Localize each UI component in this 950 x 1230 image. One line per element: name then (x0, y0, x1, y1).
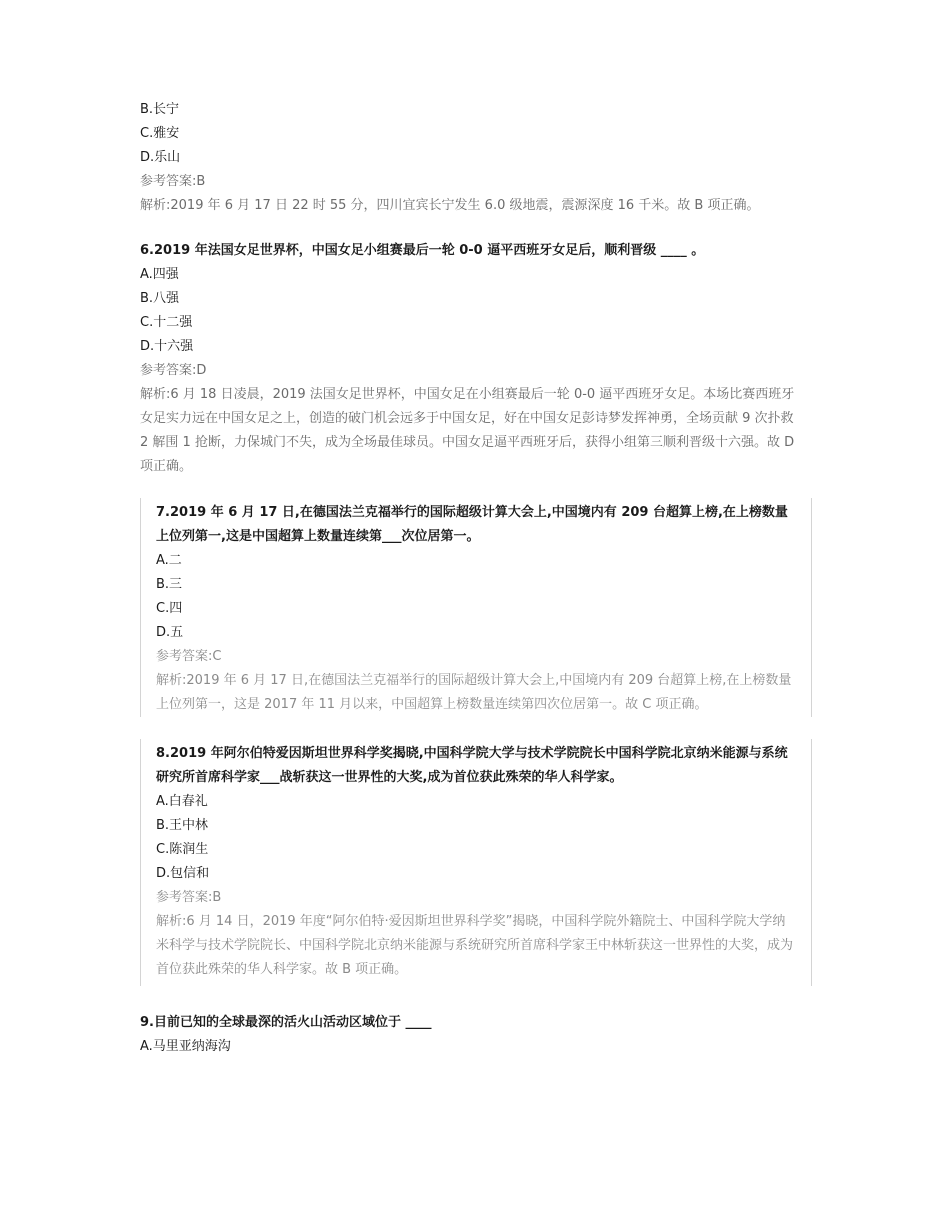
option-d: D.十六强 (140, 339, 194, 354)
question-title: 9.目前已知的全球最深的活火山活动区域位于 ____ (140, 1015, 432, 1030)
question-title: 6.2019 年法国女足世界杯，中国女足小组赛最后一轮 0-0 逼平西班牙女足后，顺利晋级 ____ 。 (140, 243, 705, 258)
option-c: C.雅安 (140, 126, 180, 141)
explanation: 解析:2019 年 6 月 17 日 22 时 55 分，四川宜宾长宁发生 6.0 级地震，震源深度 16 千米。故 B 项正确。 (140, 198, 760, 213)
document-page (140, 98, 812, 1059)
reference-answer: 参考答案:C (156, 649, 222, 664)
question-title: 7.2019 年 6 月 17 日,在德国法兰克福举行的国际超级计算大会上,中国境内有 209 台超算上榜,在上榜数量上位列第一,这是中国超算上数量连续第___次位居第一。 (156, 505, 788, 544)
option-b: B.八强 (140, 291, 180, 306)
explanation: 解析:2019 年 6 月 17 日,在德国法兰克福举行的国际超级计算大会上,中国境内有 209 台超算上榜,在上榜数量上位列第一，这是 2017 年 11 月以来，中国超算上榜数量连续第四次位居第一。故 C 项正确。 (156, 673, 792, 712)
option-a: A.马里亚纳海沟 (140, 1039, 231, 1054)
question-9 (140, 1011, 812, 1059)
question-8-box (140, 739, 812, 986)
option-c: C.陈润生 (156, 842, 209, 857)
option-a: A.二 (156, 553, 182, 568)
question-7-box (140, 498, 812, 717)
explanation: 解析:6 月 14 日，2019 年度“阿尔伯特·爱因斯坦世界科学奖”揭晓，中国科学院外籍院士、中国科学院大学纳米科学与技术学院院长、中国科学院北京纳米能源与系统研究所首席科学家王中林斩获这一世界性的大奖，成为首位获此殊荣的华人科学家。故 B 项正确。 (156, 914, 794, 977)
question-6 (140, 239, 812, 479)
reference-answer: 参考答案:B (140, 174, 206, 189)
option-b: B.王中林 (156, 818, 209, 833)
option-a: A.四强 (140, 267, 179, 282)
explanation: 解析:6 月 18 日凌晨，2019 法国女足世界杯，中国女足在小组赛最后一轮 0-0 逼平西班牙女足。本场比赛西班牙女足实力远在中国女足之上，创造的破门机会远多于中国女足，好在中国女足彭诗梦发挥神勇，全场贡献 9 次扑救 2 解围 1 抢断，力保城门不失，成为全场最佳球员。中国女足逼平西班牙后，获得小组第三顺利晋级十六强。故 D 项正确。 (140, 387, 795, 474)
option-a: A.白春礼 (156, 794, 208, 809)
reference-answer: 参考答案:D (140, 363, 207, 378)
option-b: B.长宁 (140, 102, 180, 117)
option-d: D.包信和 (156, 866, 210, 881)
question-5-tail (140, 98, 812, 218)
option-c: C.十二强 (140, 315, 193, 330)
option-d: D.乐山 (140, 150, 181, 165)
reference-answer: 参考答案:B (156, 890, 222, 905)
question-title: 8.2019 年阿尔伯特爱因斯坦世界科学奖揭晓,中国科学院大学与技术学院院长中国科学院北京纳米能源与系统研究所首席科学家___战斩获这一世界性的大奖,成为首位获此殊荣的华人科学家。 (156, 746, 788, 785)
option-c: C.四 (156, 601, 183, 616)
option-b: B.三 (156, 577, 183, 592)
option-d: D.五 (156, 625, 184, 640)
